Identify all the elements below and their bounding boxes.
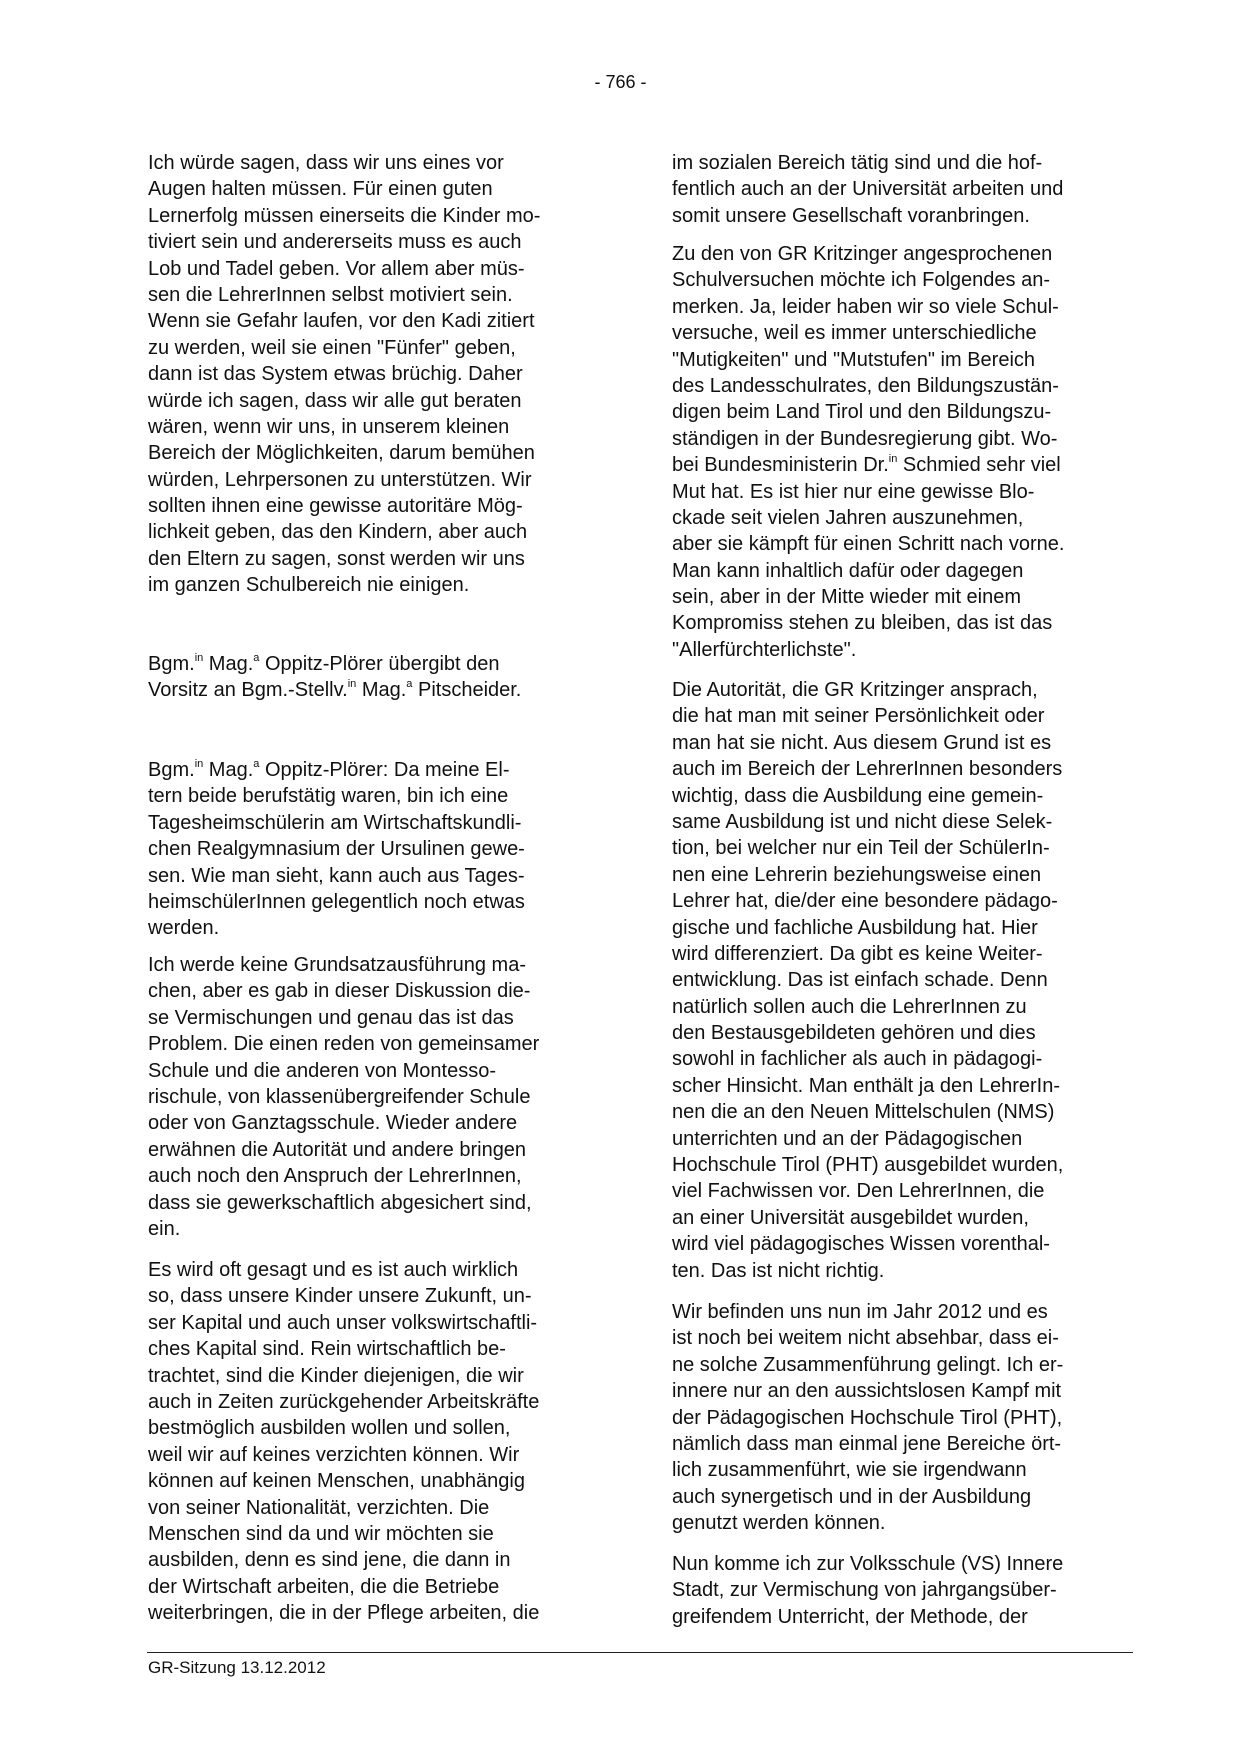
text-line: somit unsere Gesellschaft voranbringen. (672, 204, 1030, 227)
text-line: Schule und die anderen von Montesso- (148, 1059, 497, 1082)
text-line: ne solche Zusammenführung gelingt. Ich er- (672, 1353, 1064, 1376)
text-line: "Allerfürchterlichste". (672, 638, 857, 661)
footer-divider (147, 1652, 1133, 1653)
paragraph (148, 150, 540, 599)
text-line: Man kann inhaltlich dafür oder dagegen (672, 559, 1024, 582)
page-number: - 766 - (594, 72, 647, 92)
text-line: Stadt, zur Vermischung von jahrgangsüber- (672, 1579, 1057, 1602)
text-line: aber sie kämpft für einen Schritt nach vorne. (672, 533, 1065, 556)
superscript: in (194, 758, 204, 770)
text-line: nämlich dass man einmal jene Bereiche ört- (672, 1432, 1062, 1455)
text-line: fentlich auch an der Universität arbeiten und (672, 178, 1064, 201)
text-line: tern beide berufstätig waren, bin ich eine (148, 785, 509, 808)
text-line: würde ich sagen, dass wir alle gut beraten (148, 389, 522, 412)
text-line: sein, aber in der Mitte wieder mit einem (672, 586, 1022, 609)
superscript: in (347, 678, 357, 691)
text-line: Es wird oft gesagt und es ist auch wirklich (148, 1259, 519, 1281)
superscript: a (253, 652, 260, 664)
text-line: innere nur an den aussichtslosen Kampf mit (672, 1380, 1062, 1403)
text-line: digen beim Land Tirol und den Bildungszu- (672, 401, 1052, 424)
text-line: des Landesschulrates, den Bildungszustän- (672, 374, 1059, 397)
text-line: an einer Universität ausgebildet wurden, (672, 1206, 1029, 1229)
text-line: erwähnen die Autorität und andere bringen (148, 1138, 527, 1161)
text-line: ausbilden, denn es sind jene, die dann in (148, 1549, 511, 1572)
text-line: dass sie gewerkschaftlich abgesichert sind, (148, 1191, 532, 1214)
text-line: im ganzen Schulbereich nie einigen. (148, 574, 470, 597)
text-line: Vorsitz an Bgm.-Stellv.$^{in}$ Mag.$^a$ Pitscheider. (148, 678, 522, 702)
text-line: auch im Bereich der LehrerInnen besonders (672, 758, 1063, 781)
text-line: tiviert sein und andererseits muss es auch (148, 231, 522, 254)
text-line: merken. Ja, leider haben wir so viele Schul- (672, 295, 1059, 318)
text-line: ist noch bei weitem nicht absehbar, dass ei- (672, 1327, 1059, 1350)
text-line: Zu den von GR Kritzinger angesprochenen (672, 243, 1053, 265)
text-line: der Pädagogischen Hochschule Tirol (PHT), (672, 1406, 1063, 1429)
text-line: sen. Wie man sieht, kann auch aus Tages- (148, 864, 525, 887)
text-line: ten. Das ist nicht richtig. (672, 1259, 885, 1282)
text-line: Bereich der Möglichkeiten, darum bemühen (148, 442, 535, 465)
text-line: bestmöglich ausbilden wollen und sollen, (148, 1417, 511, 1440)
text-line: Mut hat. Es ist hier nur eine gewisse Blo- (672, 480, 1035, 503)
text-line: Bgm.$^{in}$ Mag.$^a$ Oppitz-Plörer: Da meine El- (148, 758, 510, 781)
text-line: Lob und Tadel geben. Vor allem aber müs- (148, 257, 525, 280)
text-line: oder von Ganztagsschule. Wieder andere (148, 1112, 518, 1135)
superscript: in (888, 453, 898, 466)
text-line: wichtig, dass die Ausbildung eine gemein- (672, 784, 1044, 807)
text-line: Kompromiss stehen zu bleiben, das ist das (672, 612, 1053, 635)
text-line: wird viel pädagogisches Wissen vorenthal- (672, 1233, 1050, 1256)
text-line: dann ist das System etwas brüchig. Daher (148, 363, 523, 386)
text-line: weil wir auf keines verzichten können. Wir (148, 1443, 520, 1466)
text-line: man hat sie nicht. Aus diesem Grund ist es (672, 731, 1052, 754)
text-line: viel Fachwissen vor. Den LehrerInnen, die (672, 1180, 1045, 1203)
text-line: natürlich sollen auch die LehrerInnen zu (672, 995, 1027, 1018)
text-line: Tagesheimschülerin am Wirtschaftskundli- (148, 811, 522, 834)
text-line: Bgm.$^{in}$ Mag.$^a$ Oppitz-Plörer übergibt den (148, 652, 500, 675)
paragraph (672, 677, 1063, 1284)
text-line: ches Kapital sind. Rein wirtschaftlich be- (148, 1338, 506, 1361)
text-line: werden. (148, 917, 220, 940)
text-line: chen Realgymnasium der Ursulinen gewe- (148, 838, 525, 861)
superscript: a (406, 678, 413, 691)
text-line: ständigen in der Bundesregierung gibt. Wo- (672, 427, 1058, 450)
text-line: Die Autorität, die GR Kritzinger ansprach, (672, 679, 1038, 701)
text-line: den Bestausgebildeten gehören und dies (672, 1022, 1036, 1045)
text-line: gische und fachliche Ausbildung hat. Hier (672, 916, 1038, 939)
text-line: Ich würde sagen, dass wir uns eines vor (148, 152, 504, 174)
text-line: können auf keinen Menschen, unabhängig (148, 1470, 525, 1493)
text-line: zu werden, weil sie einen "Fünfer" geben, (148, 336, 516, 359)
text-line: den Eltern zu sagen, sonst werden wir uns (148, 547, 525, 570)
text-line: Nun komme ich zur Volksschule (VS) Innere (672, 1553, 1064, 1575)
paragraph (672, 241, 1064, 663)
text-line: der Wirtschaft arbeiten, die die Betriebe (148, 1575, 500, 1598)
paragraph (148, 1257, 539, 1626)
paragraph (148, 757, 525, 942)
text-line: Ich werde keine Grundsatzausführung ma- (148, 954, 526, 976)
text-line: versuche, weil es immer unterschiedliche (672, 322, 1037, 345)
text-line: bei Bundesministerin Dr.$^{in}$ Schmied sehr viel (672, 453, 1061, 477)
text-line: würden, Lehrpersonen zu unterstützen. Wir (148, 468, 532, 491)
paragraph (148, 952, 539, 1242)
text-line: weiterbringen, die in der Pflege arbeiten, die (148, 1602, 540, 1625)
text-line: lichkeit geben, das den Kindern, aber auch (148, 521, 528, 544)
footer-session-date: GR-Sitzung 13.12.2012 (148, 1658, 326, 1677)
text-line: ser Kapital und auch unser volkswirtschaftli- (148, 1311, 538, 1334)
text-line: greifendem Unterricht, der Methode, der (672, 1605, 1028, 1628)
text-line: heimschülerInnen gelegentlich noch etwas (148, 890, 525, 913)
text-line: sowohl in fachlicher als auch in pädagogi- (672, 1048, 1043, 1071)
text-line: unterrichten und an der Pädagogischen (672, 1127, 1023, 1150)
text-line: auch in Zeiten zurückgehender Arbeitskräfte (148, 1390, 540, 1413)
text-line: ckade seit vielen Jahren auszunehmen, (672, 506, 1024, 529)
text-line: im sozialen Bereich tätig sind und die hof- (672, 152, 1043, 174)
text-line: die hat man mit seiner Persönlichkeit oder (672, 705, 1045, 728)
text-line: so, dass unsere Kinder unsere Zukunft, un- (148, 1285, 532, 1308)
text-line: Schulversuchen möchte ich Folgendes an- (672, 269, 1050, 292)
text-line: sen die LehrerInnen selbst motiviert sein. (148, 283, 513, 306)
text-line: wären, wenn wir uns, in unserem kleinen (148, 415, 510, 438)
text-line: Lehrer hat, die/der eine besondere pädago- (672, 890, 1058, 913)
text-line: von seiner Nationalität, verzichten. Die (148, 1496, 490, 1519)
text-line: Menschen sind da und wir möchten sie (148, 1522, 494, 1545)
superscript: in (194, 652, 204, 664)
paragraph (672, 1551, 1063, 1630)
text-line: Problem. Die einen reden von gemeinsamer (148, 1033, 540, 1056)
paragraph (672, 150, 1063, 229)
text-line: trachtet, sind die Kinder diejenigen, die wir (148, 1364, 524, 1387)
text-line: chen, aber es gab in dieser Diskussion die- (148, 980, 531, 1003)
text-line: same Ausbildung ist und nicht diese Selek- (672, 810, 1053, 833)
text-line: auch noch den Anspruch der LehrerInnen, (148, 1165, 522, 1188)
text-line: Wir befinden uns nun im Jahr 2012 und es (672, 1301, 1048, 1323)
text-line: nen die an den Neuen Mittelschulen (NMS) (672, 1101, 1055, 1124)
text-line: Lernerfolg müssen einerseits die Kinder mo- (148, 204, 541, 227)
text-line: Hochschule Tirol (PHT) ausgebildet wurden, (672, 1154, 1064, 1177)
text-line: Augen halten müssen. Für einen guten (148, 178, 493, 201)
text-line: genutzt werden können. (672, 1512, 886, 1535)
text-line: wird differenziert. Da gibt es keine Weiter- (672, 942, 1043, 965)
text-line: ein. (148, 1217, 181, 1240)
text-line: tion, bei welcher nur ein Teil der SchülerIn- (672, 837, 1050, 860)
superscript: a (253, 758, 260, 770)
text-line: auch synergetisch und in der Ausbildung (672, 1485, 1032, 1508)
text-line: "Mutigkeiten" und "Mutstufen" im Bereich (672, 348, 1036, 371)
text-line: lich zusammenführt, wie sie irgendwann (672, 1459, 1027, 1482)
text-line: scher Hinsicht. Man enthält ja den LehrerIn- (672, 1074, 1060, 1097)
chair-handover-note (148, 651, 521, 704)
text-line: entwicklung. Das ist einfach schade. Denn (672, 969, 1048, 992)
text-line: sollten ihnen eine gewisse autoritäre Mög- (148, 495, 523, 518)
text-line: rischule, von klassenübergreifender Schule (148, 1085, 531, 1108)
text-line: nen eine Lehrerin beziehungsweise einen (672, 863, 1042, 886)
text-line: Wenn sie Gefahr laufen, vor den Kadi zitiert (148, 310, 535, 333)
text-line: se Vermischungen und genau das ist das (148, 1006, 514, 1029)
paragraph (672, 1299, 1063, 1537)
